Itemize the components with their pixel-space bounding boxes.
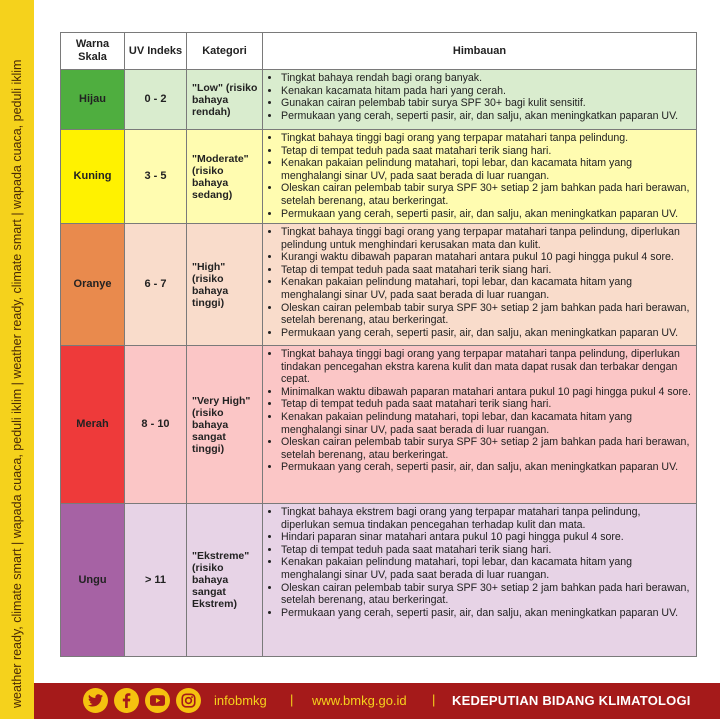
table-body <box>61 70 697 657</box>
kategori-cell: "Ekstreme" (risiko bahaya sangat Ekstrem) <box>187 504 263 657</box>
himbauan-item: • Minimalkan waktu dibawah paparan matahari antara pukul 10 pagi hingga pukul 4 sore. <box>281 386 692 399</box>
himbauan-item: • Gunakan cairan pelembab tabir surya SPF 30+ bagi kulit sensitif. <box>281 97 692 110</box>
himbauan-item: • Tingkat bahaya tinggi bagi orang yang terpapar matahari tanpa pelindung, diperlukan pelindung untuk menghindari kerusakan mata dan kulit. <box>281 226 692 251</box>
himbauan-item: • Tetap di tempat teduh pada saat matahari terik siang hari. <box>281 398 692 411</box>
uv-indeks-cell: 3 - 5 <box>125 130 187 224</box>
header-uv-indeks: UV Indeks <box>125 33 187 70</box>
himbauan-list <box>265 72 692 122</box>
footer-url[interactable]: www.bmkg.go.id <box>312 693 407 708</box>
instagram-icon[interactable] <box>176 688 201 713</box>
himbauan-item: • Tetap di tempat teduh pada saat matahari terik siang hari. <box>281 145 692 158</box>
uv-indeks-cell: 6 - 7 <box>125 224 187 346</box>
himbauan-item: • Kenakan pakaian pelindung matahari, topi lebar, dan kacamata hitam yang menghalangi sinar UV, pada saat berada di luar ruangan. <box>281 556 692 581</box>
kategori-cell: "Low" (risiko bahaya rendah) <box>187 70 263 130</box>
footer-handle[interactable]: infobmkg <box>214 693 267 708</box>
himbauan-item: • Permukaan yang cerah, seperti pasir, air, dan salju, akan meningkatkan paparan UV. <box>281 461 692 474</box>
uv-level-row <box>61 224 697 346</box>
himbauan-cell <box>263 224 697 346</box>
kategori-cell: "Very High" (risiko bahaya sangat tinggi) <box>187 346 263 504</box>
warna-skala-cell: Kuning <box>61 130 125 224</box>
himbauan-item: • Oleskan cairan pelembab tabir surya SPF 30+ setiap 2 jam bahkan pada hari berawan, setelah berenang, atau berkeringat. <box>281 436 692 461</box>
himbauan-item: • Tingkat bahaya tinggi bagi orang yang terpapar matahari tanpa pelindung. <box>281 132 692 145</box>
himbauan-cell <box>263 504 697 657</box>
uv-index-table-container <box>60 32 696 657</box>
header-warna-skala: Warna Skala <box>61 33 125 70</box>
himbauan-item: • Permukaan yang cerah, seperti pasir, air, dan salju, akan meningkatkan paparan UV. <box>281 607 692 620</box>
uv-level-row <box>61 130 697 224</box>
himbauan-item: • Kenakan kacamata hitam pada hari yang cerah. <box>281 85 692 98</box>
header-himbauan: Himbauan <box>263 33 697 70</box>
side-strip-text: weather ready, climate smart | wapada cuaca, peduli iklim | weather ready, climate smart | wapada cuaca, peduli iklim <box>10 59 24 708</box>
himbauan-item: • Permukaan yang cerah, seperti pasir, air, dan salju, akan meningkatkan paparan UV. <box>281 327 692 340</box>
social-icons <box>83 688 201 713</box>
himbauan-item: • Hindari paparan sinar matahari antara pukul 10 pagi hingga pukul 4 sore. <box>281 531 692 544</box>
uv-index-table <box>60 32 697 657</box>
warna-skala-cell: Ungu <box>61 504 125 657</box>
footer-separator: | <box>432 692 436 707</box>
himbauan-item: • Kenakan pakaian pelindung matahari, topi lebar, dan kacamata hitam yang menghalangi sinar UV, pada saat berada di luar ruangan. <box>281 411 692 436</box>
uv-level-row <box>61 346 697 504</box>
himbauan-item: • Oleskan cairan pelembab tabir surya SPF 30+ setiap 2 jam bahkan pada hari berawan, setelah berenang, atau berkeringat. <box>281 302 692 327</box>
warna-skala-cell: Oranye <box>61 224 125 346</box>
himbauan-item: • Kurangi waktu dibawah paparan matahari antara pukul 10 pagi hingga pukul 4 sore. <box>281 251 692 264</box>
himbauan-item: • Permukaan yang cerah, seperti pasir, air, dan salju, akan meningkatkan paparan UV. <box>281 208 692 221</box>
uv-indeks-cell: 0 - 2 <box>125 70 187 130</box>
himbauan-item: • Kenakan pakaian pelindung matahari, topi lebar, dan kacamata hitam yang menghalangi sinar UV, pada saat berada di luar ruangan. <box>281 157 692 182</box>
kategori-cell: "Moderate" (risiko bahaya sedang) <box>187 130 263 224</box>
side-strip <box>0 0 34 719</box>
uv-level-row <box>61 70 697 130</box>
himbauan-list <box>265 348 692 474</box>
twitter-icon[interactable] <box>83 688 108 713</box>
himbauan-list <box>265 132 692 220</box>
warna-skala-cell: Merah <box>61 346 125 504</box>
header-kategori: Kategori <box>187 33 263 70</box>
warna-skala-cell: Hijau <box>61 70 125 130</box>
himbauan-item: • Oleskan cairan pelembab tabir surya SPF 30+ setiap 2 jam bahkan pada hari berawan, setelah berenang, atau berkeringat. <box>281 582 692 607</box>
himbauan-item: • Tingkat bahaya ekstrem bagi orang yang terpapar matahari tanpa pelindung, diperlukan semua tindakan pencegahan terhadap kulit dan mata. <box>281 506 692 531</box>
himbauan-item: • Kenakan pakaian pelindung matahari, topi lebar, dan kacamata hitam yang menghalangi sinar UV, pada saat berada di luar ruangan. <box>281 276 692 301</box>
uv-indeks-cell: > 11 <box>125 504 187 657</box>
table-header-row <box>61 33 697 70</box>
himbauan-cell <box>263 346 697 504</box>
youtube-icon[interactable] <box>145 688 170 713</box>
himbauan-item: • Permukaan yang cerah, seperti pasir, air, dan salju, akan meningkatkan paparan UV. <box>281 110 692 123</box>
footer-unit-name: KEDEPUTIAN BIDANG KLIMATOLOGI <box>452 693 691 708</box>
footer-separator: | <box>290 692 294 707</box>
facebook-icon[interactable] <box>114 688 139 713</box>
himbauan-item: • Tingkat bahaya tinggi bagi orang yang terpapar matahari tanpa pelindung, diperlukan tindakan pencegahan ekstra karena kulit dan mata dapat rusak dan terbakar dengan cepat. <box>281 348 692 386</box>
kategori-cell: "High" (risiko bahaya tinggi) <box>187 224 263 346</box>
himbauan-cell <box>263 130 697 224</box>
himbauan-list <box>265 506 692 619</box>
footer-bar <box>34 683 720 719</box>
uv-indeks-cell: 8 - 10 <box>125 346 187 504</box>
himbauan-list <box>265 226 692 339</box>
himbauan-item: • Tetap di tempat teduh pada saat matahari terik siang hari. <box>281 544 692 557</box>
uv-level-row <box>61 504 697 657</box>
himbauan-item: • Oleskan cairan pelembab tabir surya SPF 30+ setiap 2 jam bahkan pada hari berawan, setelah berenang, atau berkeringat. <box>281 182 692 207</box>
himbauan-item: • Tetap di tempat teduh pada saat matahari terik siang hari. <box>281 264 692 277</box>
himbauan-cell <box>263 70 697 130</box>
himbauan-item: • Tingkat bahaya rendah bagi orang banyak. <box>281 72 692 85</box>
